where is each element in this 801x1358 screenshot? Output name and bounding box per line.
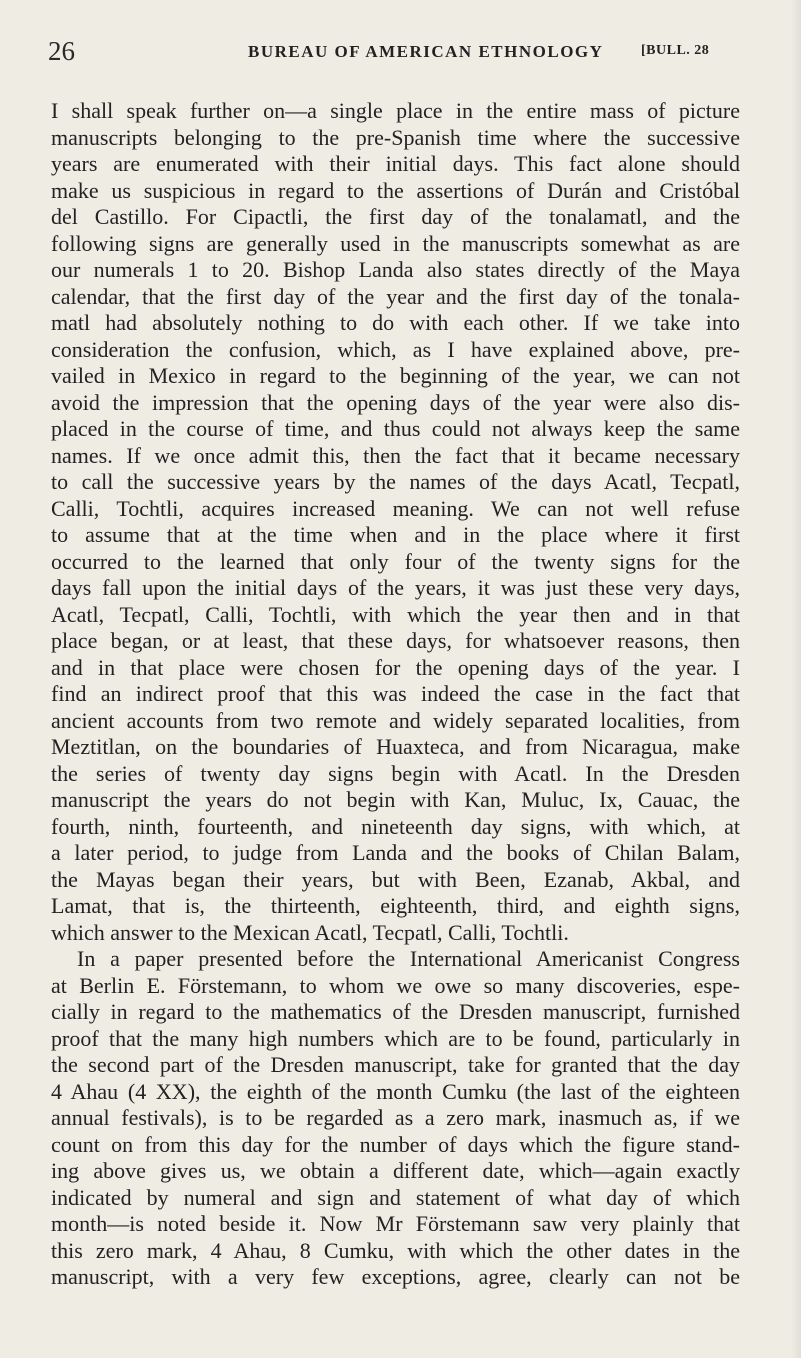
text-line: indicated by numeral and sign and statement of what day of which — [51, 1184, 740, 1210]
text-line: the series of twenty day signs begin with Acatl. In the Dresden — [51, 760, 740, 786]
text-line: names. If we once admit this, then the fact that it became necessary — [51, 442, 740, 468]
text-line: ancient accounts from two remote and widely separated localities, from — [51, 707, 740, 733]
text-line: make us suspicious in regard to the assertions of Durán and Cristóbal — [51, 177, 740, 203]
text-line: 4 Ahau (4 XX), the eighth of the month Cumku (the last of the eighteen — [51, 1078, 740, 1104]
text-line: our numerals 1 to 20. Bishop Landa also states directly of the Maya — [51, 257, 740, 282]
text-line: In a paper presented before the International Americanist Congress — [77, 946, 740, 971]
paragraph — [51, 946, 740, 1291]
text-line: which answer to the Mexican Acatl, Tecpatl, Calli, Tochtli. — [51, 919, 569, 945]
text-line: annual festivals), is to be regarded as a zero mark, inasmuch as, if we — [51, 1105, 740, 1130]
text-line: proof that the many high numbers which are to be found, particularly in — [51, 1025, 740, 1051]
text-line: following signs are generally used in the manuscripts somewhat as are — [51, 230, 740, 256]
text-line: days fall upon the initial days of the years, it was just these very days, — [51, 575, 740, 600]
paragraph — [51, 98, 740, 946]
text-line: the Mayas began their years, but with Been, Ezanab, Akbal, and — [51, 866, 740, 892]
text-line: Calli, Tochtli, acquires increased meaning. We can not well refuse — [51, 495, 740, 521]
text-line: matl had absolutely nothing to do with each other. If we take into — [51, 310, 740, 335]
text-line: place began, or at least, that these days, for whatsoever reasons, then — [51, 628, 740, 653]
page-edge-shadow — [791, 0, 801, 1358]
text-line: manuscripts belonging to the pre-Spanish time where the successive — [51, 124, 740, 150]
text-line: ing above gives us, we obtain a different date, which—again exactly — [51, 1158, 740, 1183]
text-line: month—is noted beside it. Now Mr Förstemann saw very plainly that — [51, 1211, 740, 1236]
text-line: consideration the confusion, which, as I have explained above, pre- — [51, 336, 740, 362]
text-line: del Castillo. For Cipactli, the first day of the tonalamatl, and the — [51, 204, 740, 229]
text-line: placed in the course of time, and thus could not always keep the same — [51, 416, 740, 441]
text-line: avoid the impression that the opening days of the year were also dis- — [51, 389, 740, 415]
text-line: manuscript, with a very few exceptions, agree, clearly can not be — [51, 1264, 740, 1289]
text-line: count on from this day for the number of days which the figure stand- — [51, 1131, 740, 1157]
text-line: at Berlin E. Förstemann, to whom we owe so many discoveries, espe- — [51, 972, 740, 998]
text-line: the second part of the Dresden manuscript, take for granted that the day — [51, 1052, 740, 1077]
text-line: Meztitlan, on the boundaries of Huaxteca, and from Nicaragua, make — [51, 734, 740, 759]
text-line: years are enumerated with their initial days. This fact alone should — [51, 151, 740, 176]
bulletin-reference: [BULL. 28 — [641, 43, 710, 58]
text-line: Lamat, that is, the thirteenth, eighteenth, third, and eighth signs, — [51, 893, 740, 918]
text-line: this zero mark, 4 Ahau, 8 Cumku, with which the other dates in the — [51, 1237, 740, 1263]
text-line: I shall speak further on—a single place in the entire mass of picture — [51, 98, 740, 123]
running-title: BUREAU OF AMERICAN ETHNOLOGY — [248, 42, 604, 61]
running-head — [48, 36, 748, 66]
page-number: 26 — [48, 36, 75, 66]
text-line: find an indirect proof that this was indeed the case in the fact that — [51, 681, 740, 706]
text-line: fourth, ninth, fourteenth, and nineteenth day signs, with which, at — [51, 813, 740, 839]
text-line: occurred to the learned that only four of the twenty signs for the — [51, 548, 740, 574]
text-line: cially in regard to the mathematics of the Dresden manuscript, furnished — [51, 999, 740, 1024]
body-text — [51, 98, 740, 1291]
text-line: manuscript the years do not begin with Kan, Muluc, Ix, Cauac, the — [51, 787, 740, 812]
text-line: to call the successive years by the names of the days Acatl, Tecpatl, — [51, 469, 740, 494]
text-line: and in that place were chosen for the opening days of the year. I — [51, 654, 740, 680]
text-line: a later period, to judge from Landa and the books of Chilan Balam, — [51, 840, 740, 865]
text-line: calendar, that the first day of the year and the first day of the tonala- — [51, 283, 740, 309]
text-line: Acatl, Tecpatl, Calli, Tochtli, with which the year then and in that — [51, 601, 740, 627]
text-line: to assume that at the time when and in the place where it first — [51, 522, 740, 547]
text-line: vailed in Mexico in regard to the beginning of the year, we can not — [51, 363, 740, 388]
